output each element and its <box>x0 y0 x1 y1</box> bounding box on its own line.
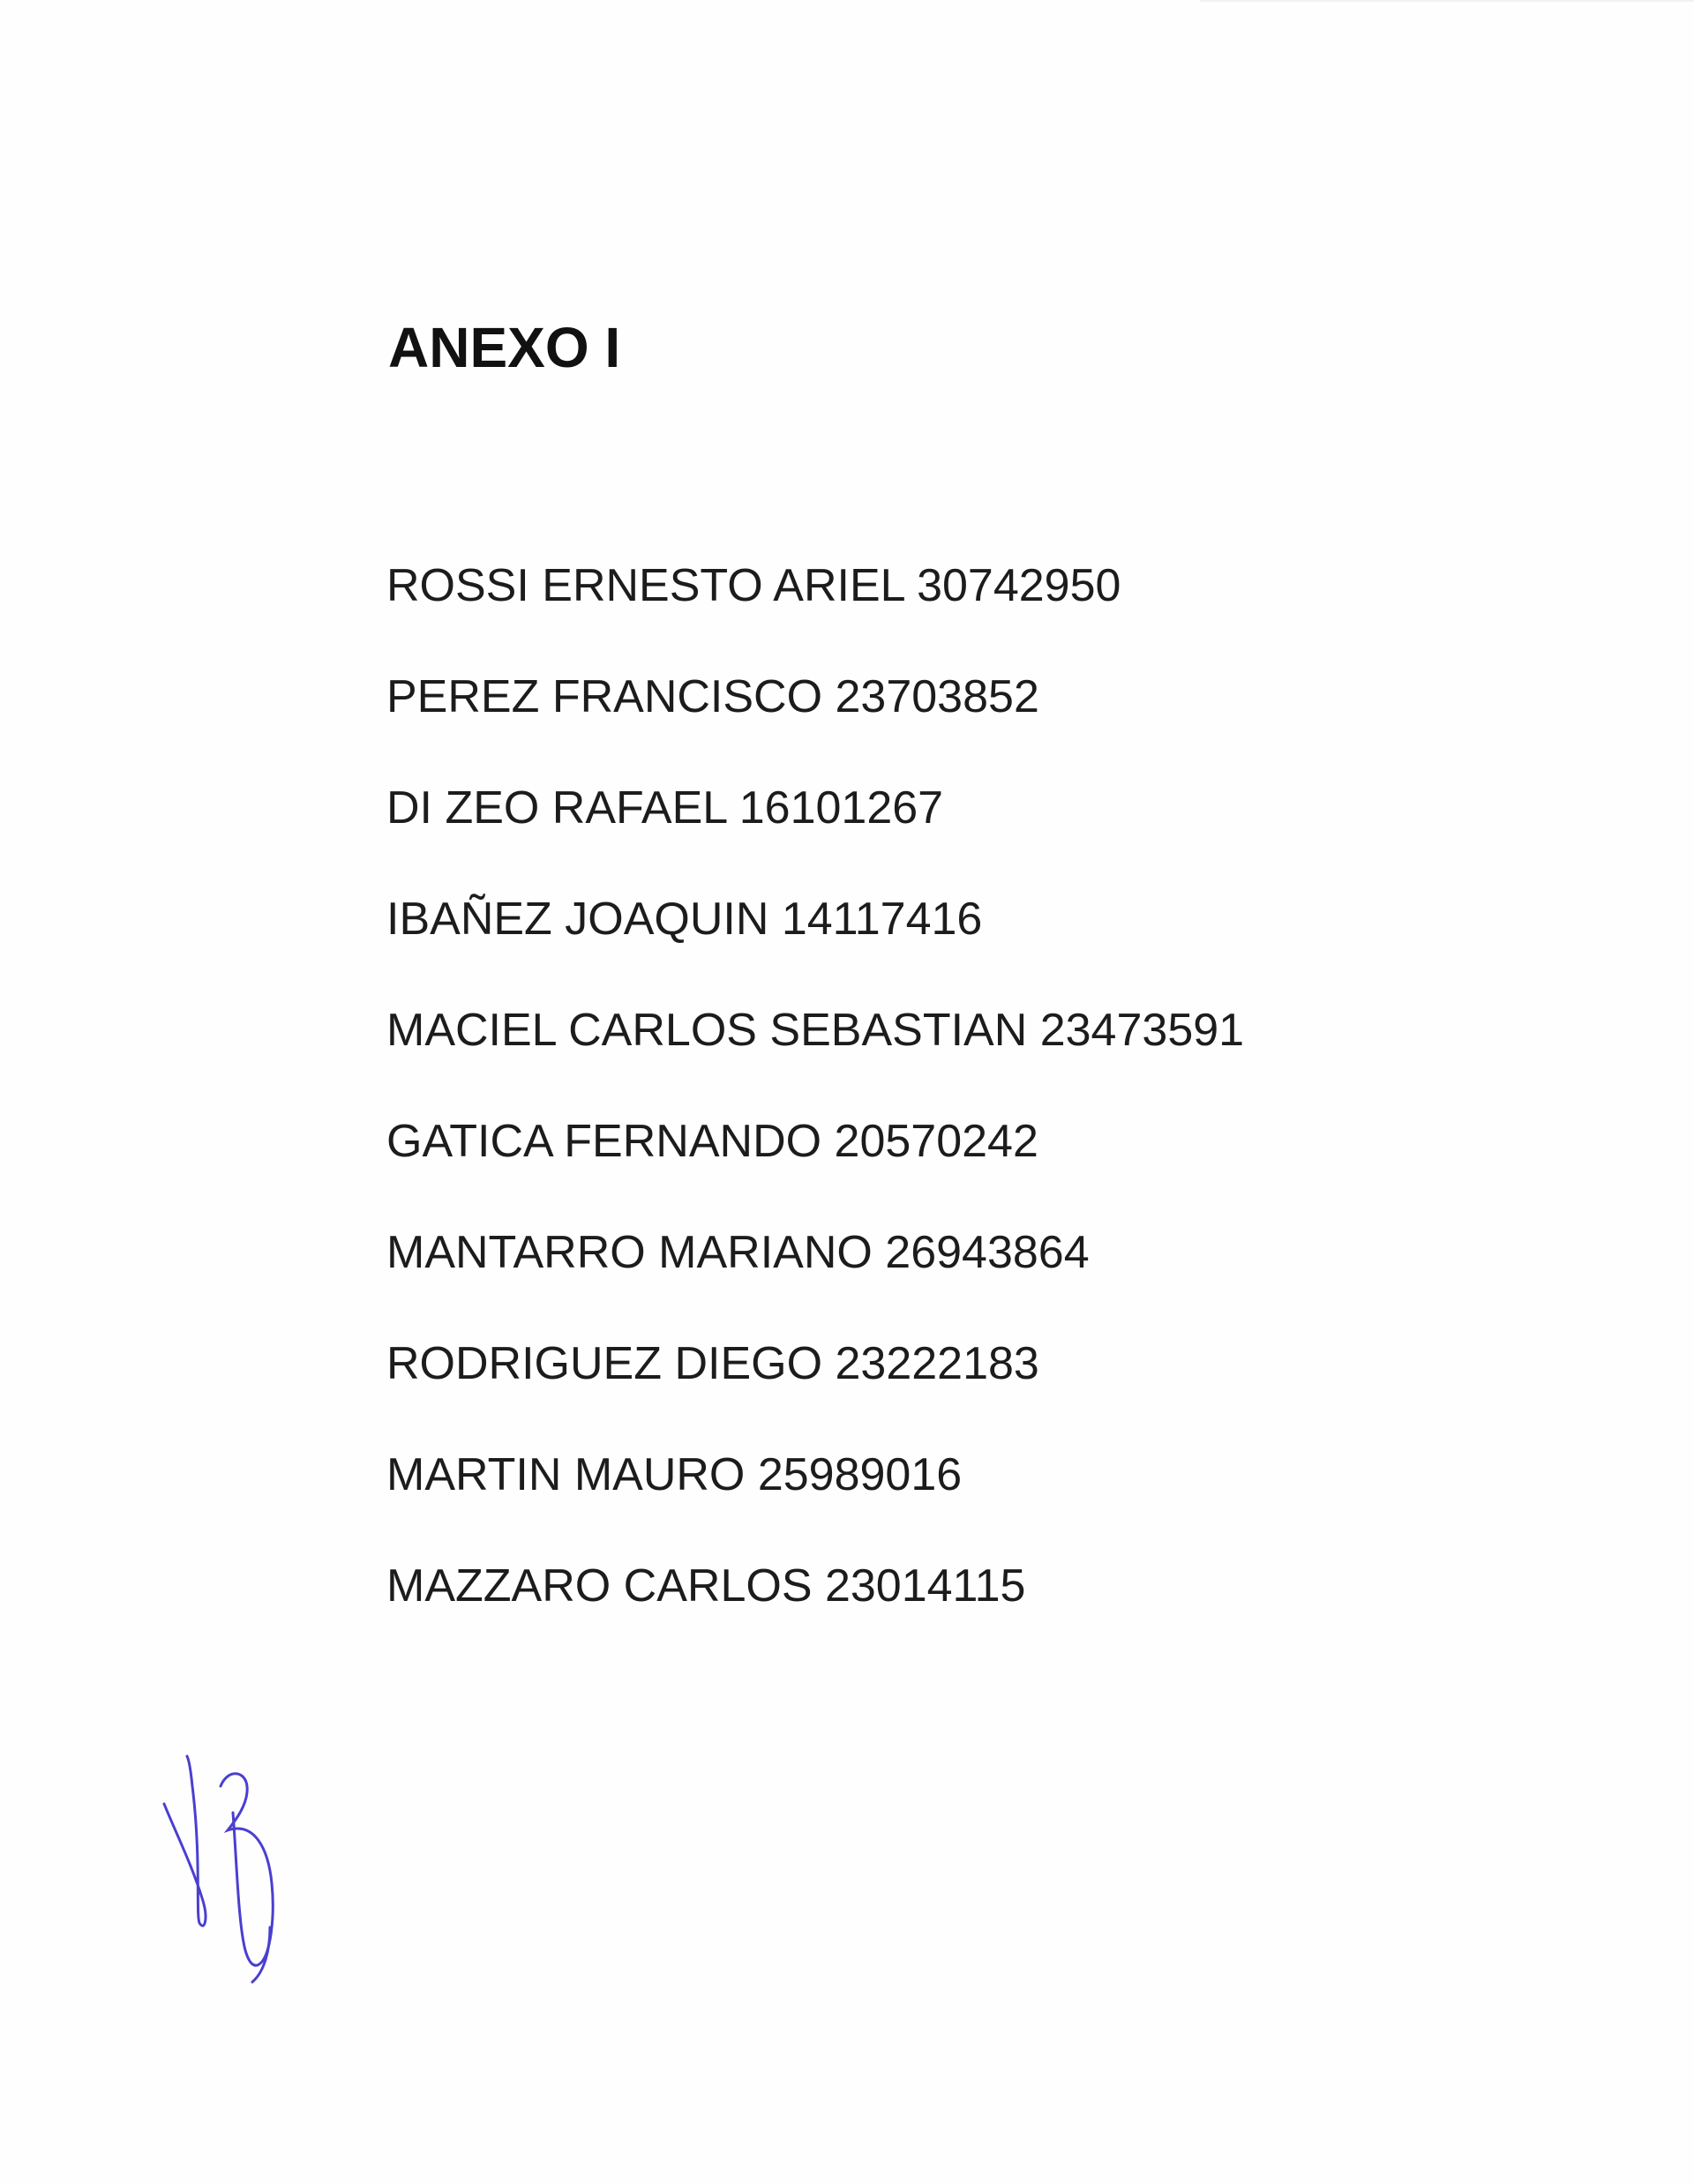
list-item: IBAÑEZ JOAQUIN 14117416 <box>386 894 983 945</box>
list-item: PEREZ FRANCISCO 23703852 <box>386 671 1039 722</box>
handwritten-signature <box>157 1751 316 1989</box>
list-item: MAZZARO CARLOS 23014115 <box>386 1560 1026 1612</box>
list-item: MACIEL CARLOS SEBASTIAN 23473591 <box>386 1005 1245 1056</box>
entries-list <box>386 560 1245 1674</box>
list-item: RODRIGUEZ DIEGO 23222183 <box>386 1338 1039 1389</box>
scan-edge-mark <box>1200 0 1694 16</box>
list-item: DI ZEO RAFAEL 16101267 <box>386 782 944 834</box>
list-item: GATICA FERNANDO 20570242 <box>386 1116 1038 1167</box>
document-title: ANEXO I <box>388 316 621 379</box>
list-item: ROSSI ERNESTO ARIEL 30742950 <box>386 560 1121 611</box>
list-item: MARTIN MAURO 25989016 <box>386 1449 963 1500</box>
list-item: MANTARRO MARIANO 26943864 <box>386 1227 1090 1278</box>
